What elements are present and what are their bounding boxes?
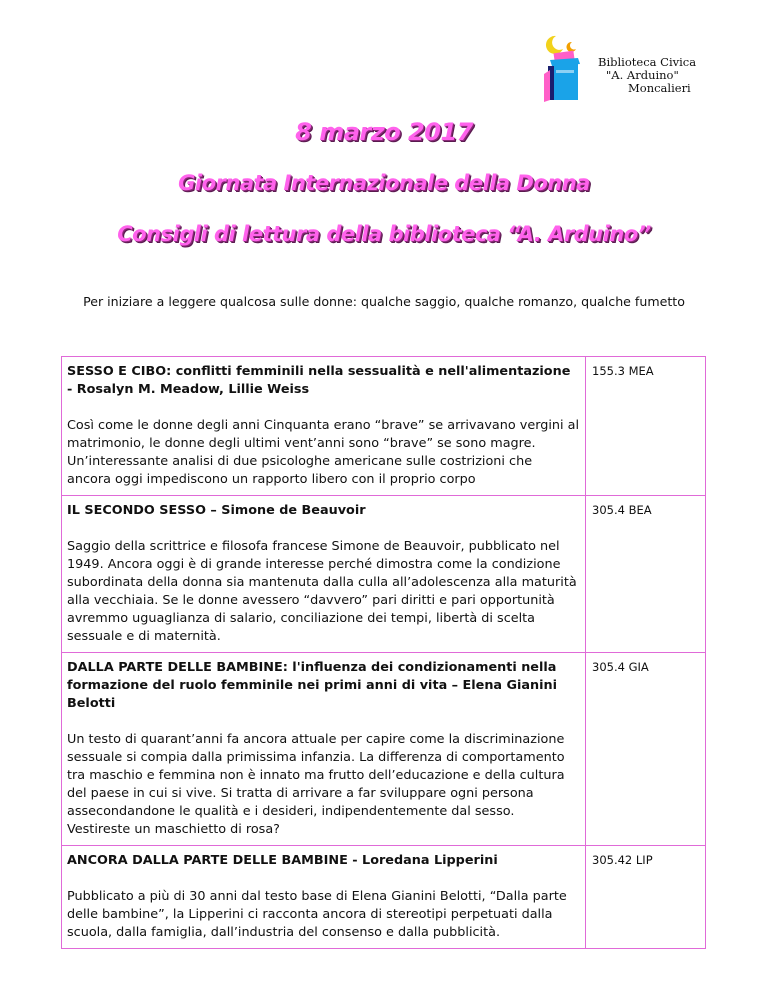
book-description-cell: [62, 357, 586, 496]
logo-line-3: Moncalieri: [628, 81, 691, 95]
book-description-cell: [62, 653, 586, 846]
book-description-cell: [62, 496, 586, 653]
book-row: [62, 846, 706, 949]
book-row: [62, 496, 706, 653]
heading-consigli: Consigli di lettura della biblioteca “A. Arduino”: [117, 222, 651, 246]
call-number: 305.4 GIA: [586, 653, 706, 846]
book-title: IL SECONDO SESSO – Simone de Beauvoir: [67, 503, 366, 518]
book-description: Un testo di quarant’anni fa ancora attuale per capire come la discriminazione sessuale si compia dalla primissima infanzia. La differenza di comportamento tra maschio e femmina non è innato ma frutto dell’educazione e della cultura del paese in cui si vive. Si tratta di arrivare a far sviluppare ogni persona assecondandone le qualità e i desideri, indipendentemente dal sesso. Vestireste un maschietto di rosa?: [67, 732, 565, 837]
book-title: ANCORA DALLA PARTE DELLE BAMBINE - Loredana Lipperini: [67, 853, 498, 868]
book-description: Saggio della scrittrice e filosofa francese Simone de Beauvoir, pubblicato nel 1949. Ancora oggi è di grande interesse perché dimostra come la condizione subordinata della donna sia mantenuta dalla culla all’adolescenza alla maturità alla vecchiaia. Se le donne avessero “davvero” pari diritti e pari opportunità avremmo uguaglianza di salario, conciliazione dei tempi, libertà di scelta sessuale e di maternità.: [67, 539, 577, 644]
book-title: SESSO E CIBO: conflitti femminili nella sessualità e nell'alimentazione - Rosalyn M. Meadow, Lillie Weiss: [67, 364, 571, 397]
logo-text: [598, 55, 697, 95]
heading-date: 8 marzo 2017: [295, 118, 473, 146]
book-description: Pubblicato a più di 30 anni dal testo base di Elena Gianini Belotti, “Dalla parte delle bambine”, la Lipperini ci racconta ancora di stereotipi perpetuati dalla scuola, dalla famiglia, dall’industria del consenso e dalla pubblicità.: [67, 889, 567, 940]
call-number: 305.42 LIP: [586, 846, 706, 949]
intro-text: Per iniziare a leggere qualcosa sulle donne: qualche saggio, qualche romanzo, qualche fumetto: [83, 294, 685, 309]
logo-line-2: "A. Arduino": [606, 68, 679, 82]
call-number: 155.3 MEA: [586, 357, 706, 496]
book-row: [62, 653, 706, 846]
logo-line-1: Biblioteca Civica: [598, 55, 697, 69]
heading-giornata: Giornata Internazionale della Donna: [178, 171, 590, 195]
call-number: 305.4 BEA: [586, 496, 706, 653]
book-row: [62, 357, 706, 496]
library-logo: [538, 34, 697, 104]
book-description-cell: [62, 846, 586, 949]
book-title: DALLA PARTE DELLE BAMBINE: l'influenza dei condizionamenti nella formazione del ruolo femminile nei primi anni di vita – Elena Gianini Belotti: [67, 660, 558, 711]
book-description: Così come le donne degli anni Cinquanta erano “brave” se arrivavano vergini al matrimonio, le donne degli ultimi vent’anni sono “brave” se sono magre. Un’interessante analisi di due psicologhe americane sulle costrizioni che ancora oggi impediscono un rapporto libero con il proprio corpo: [67, 418, 580, 487]
reading-list-table: [61, 356, 706, 949]
